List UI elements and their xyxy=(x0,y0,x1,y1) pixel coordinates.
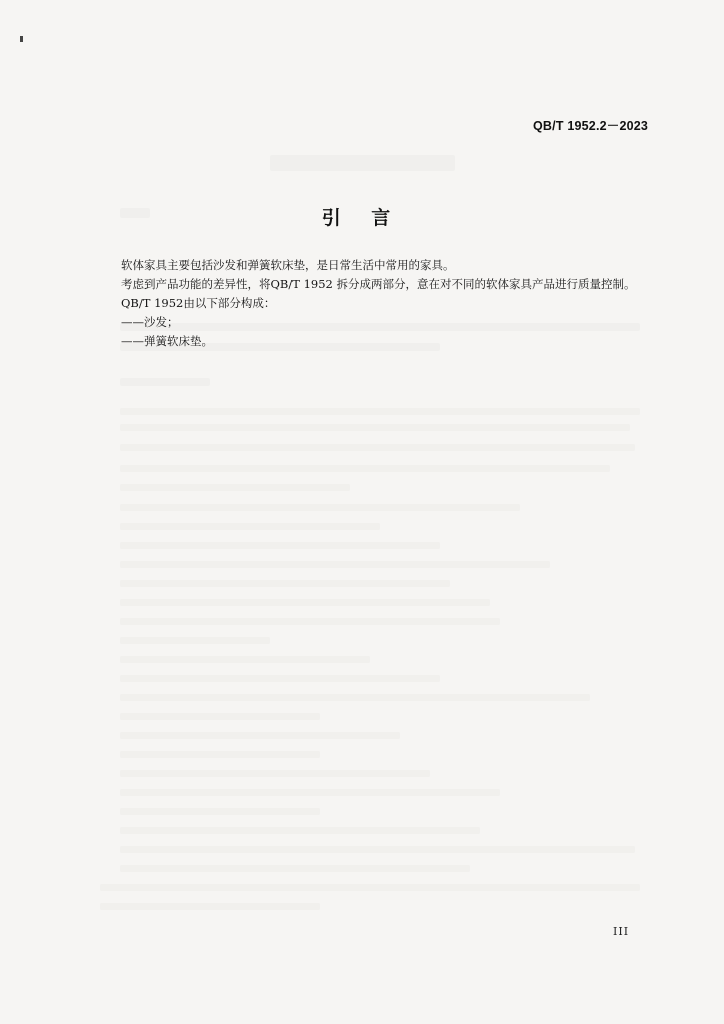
standard-number: QB/T 1952.2－2023 xyxy=(533,119,649,133)
page-number: III xyxy=(613,925,630,938)
scan-corner-mark xyxy=(20,36,23,42)
section-heading: 引 言 xyxy=(321,207,403,229)
introduction-body xyxy=(121,256,636,351)
list-item-spring-mattress: ——弹簧软床垫。 xyxy=(121,334,213,348)
list-item-sofa: ——沙发； xyxy=(121,315,179,329)
paragraph-1: 软体家具主要包括沙发和弹簧软床垫，是日常生活中常用的家具。 xyxy=(121,258,455,272)
paragraph-2: 考虑到产品功能的差异性，将QB/T 1952 拆分成两部分，意在对不同的软体家具产品进行质量控制。QB/T 1952由以下部分构成： xyxy=(121,277,636,310)
